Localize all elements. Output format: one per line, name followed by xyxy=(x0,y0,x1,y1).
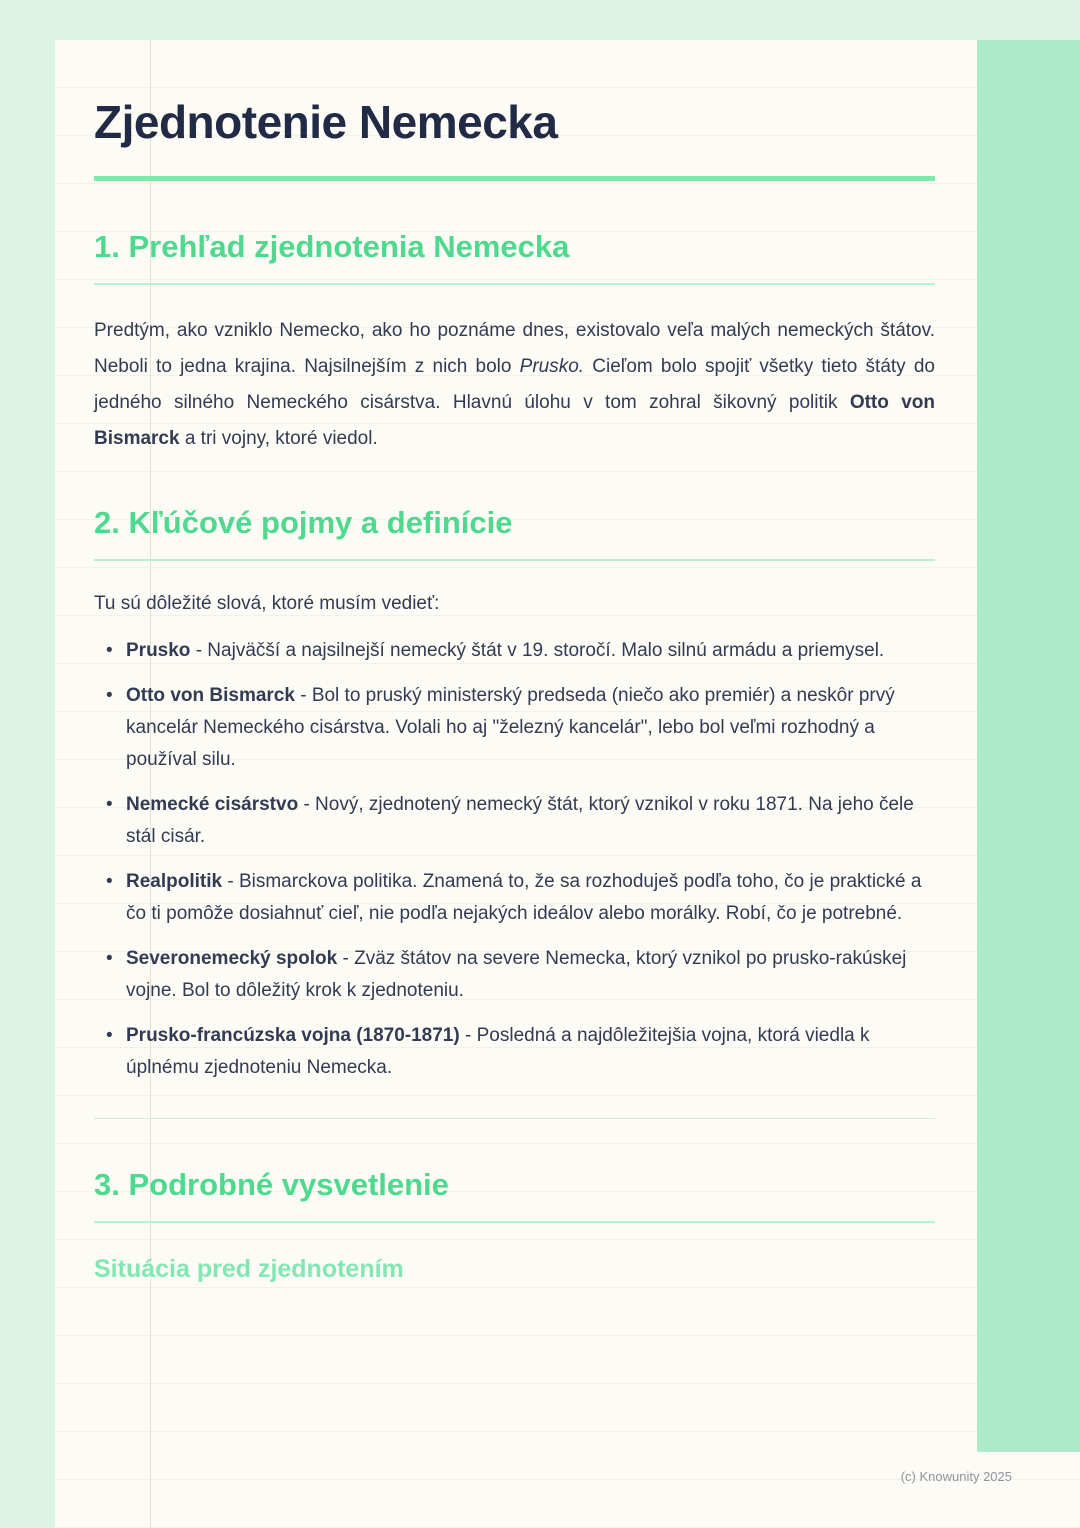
accent-stripe xyxy=(977,40,1080,1452)
bullet-dot: • xyxy=(106,1025,113,1046)
section-2-heading: 2. Kľúčové pojmy a definície xyxy=(94,505,513,540)
definition-item xyxy=(106,680,935,776)
section-1-heading: 1. Prehľad zjednotenia Nemecka xyxy=(94,229,570,264)
section-1-paragraph xyxy=(94,313,935,457)
definition-term: Prusko xyxy=(126,640,191,661)
definition-text: - Zväz štátov na severe Nemecka, ktorý vznikol po prusko-rakúskej vojne. Bol to dôležitý krok k zjednoteniu. xyxy=(126,948,907,1001)
definition-item xyxy=(106,635,935,667)
definition-text: - Posledná a najdôležitejšia vojna, ktorá viedla k úplnému zjednoteniu Nemecka. xyxy=(126,1025,870,1078)
paragraph-segment: a tri vojny, ktoré viedol. xyxy=(179,428,378,449)
definitions-intro: Tu sú dôležité slová, ktoré musím vedieť: xyxy=(94,593,440,614)
section-3 xyxy=(94,1165,935,1285)
definition-term: Realpolitik xyxy=(126,871,223,892)
paragraph-segment: Otto von Bismarck xyxy=(94,392,935,449)
document-page xyxy=(55,40,1080,1528)
section-1 xyxy=(94,227,935,457)
definition-term: Nemecké cisárstvo xyxy=(126,794,299,815)
bullet-dot: • xyxy=(106,871,113,892)
definition-text: - Nový, zjednotený nemecký štát, ktorý vznikol v roku 1871. Na jeho čele stál cisár. xyxy=(126,794,914,847)
definition-item xyxy=(106,866,935,930)
section-2-underline-rule xyxy=(94,559,935,561)
section-divider xyxy=(94,1118,935,1119)
definition-text: - Bol to pruský ministerský predseda (niečo ako premiér) a neskôr prvý kancelár Nemeckého cisárstva. Volali ho aj "železný kancelár", lebo bol veľmi rozhodný a používal silu. xyxy=(126,685,895,770)
paragraph-segment: Prusko. xyxy=(519,356,585,377)
definition-item xyxy=(106,943,935,1007)
bullet-dot: • xyxy=(106,640,113,661)
section-3-heading: 3. Podrobné vysvetlenie xyxy=(94,1167,449,1202)
document-content xyxy=(94,40,935,1285)
section-3-underline-rule xyxy=(94,1221,935,1223)
definitions-list xyxy=(94,635,935,1084)
bullet-dot: • xyxy=(106,685,113,706)
bullet-dot: • xyxy=(106,794,113,815)
section-1-underline-rule xyxy=(94,283,935,285)
definition-item xyxy=(106,789,935,853)
section-2 xyxy=(94,503,935,1084)
definition-text: - Bismarckova politika. Znamená to, že sa rozhoduješ podľa toho, čo je praktické a čo ti pomôže dosiahnuť cieľ, nie podľa nejakých ideálov alebo morálky. Robí, čo je potrebné. xyxy=(126,871,922,924)
footer-credit: (c) Knowunity 2025 xyxy=(900,1469,1012,1484)
definition-term: Prusko-francúzska vojna (1870-1871) xyxy=(126,1025,460,1046)
definition-term: Otto von Bismarck xyxy=(126,685,295,706)
paragraph-segment: Cieľom bolo spojiť všetky tieto štáty do jedného silného Nemeckého cisárstva. Hlavnú úlohu v tom zohral šikovný politik xyxy=(94,356,935,413)
page-title: Zjednotenie Nemecka xyxy=(94,96,558,148)
bullet-dot: • xyxy=(106,948,113,969)
title-underline-rule xyxy=(94,176,935,181)
definition-term: Severonemecký spolok xyxy=(126,948,338,969)
definition-text: - Najväčší a najsilnejší nemecký štát v 19. storočí. Malo silnú armádu a priemysel. xyxy=(190,640,885,661)
paragraph-segment: Predtým, ako vzniklo Nemecko, ako ho poznáme dnes, existovalo veľa malých nemeckých štátov. Neboli to jedna krajina. Najsilnejším z nich bolo xyxy=(94,320,935,377)
definition-item xyxy=(106,1020,935,1084)
section-3-subheading: Situácia pred zjednotením xyxy=(94,1255,404,1283)
